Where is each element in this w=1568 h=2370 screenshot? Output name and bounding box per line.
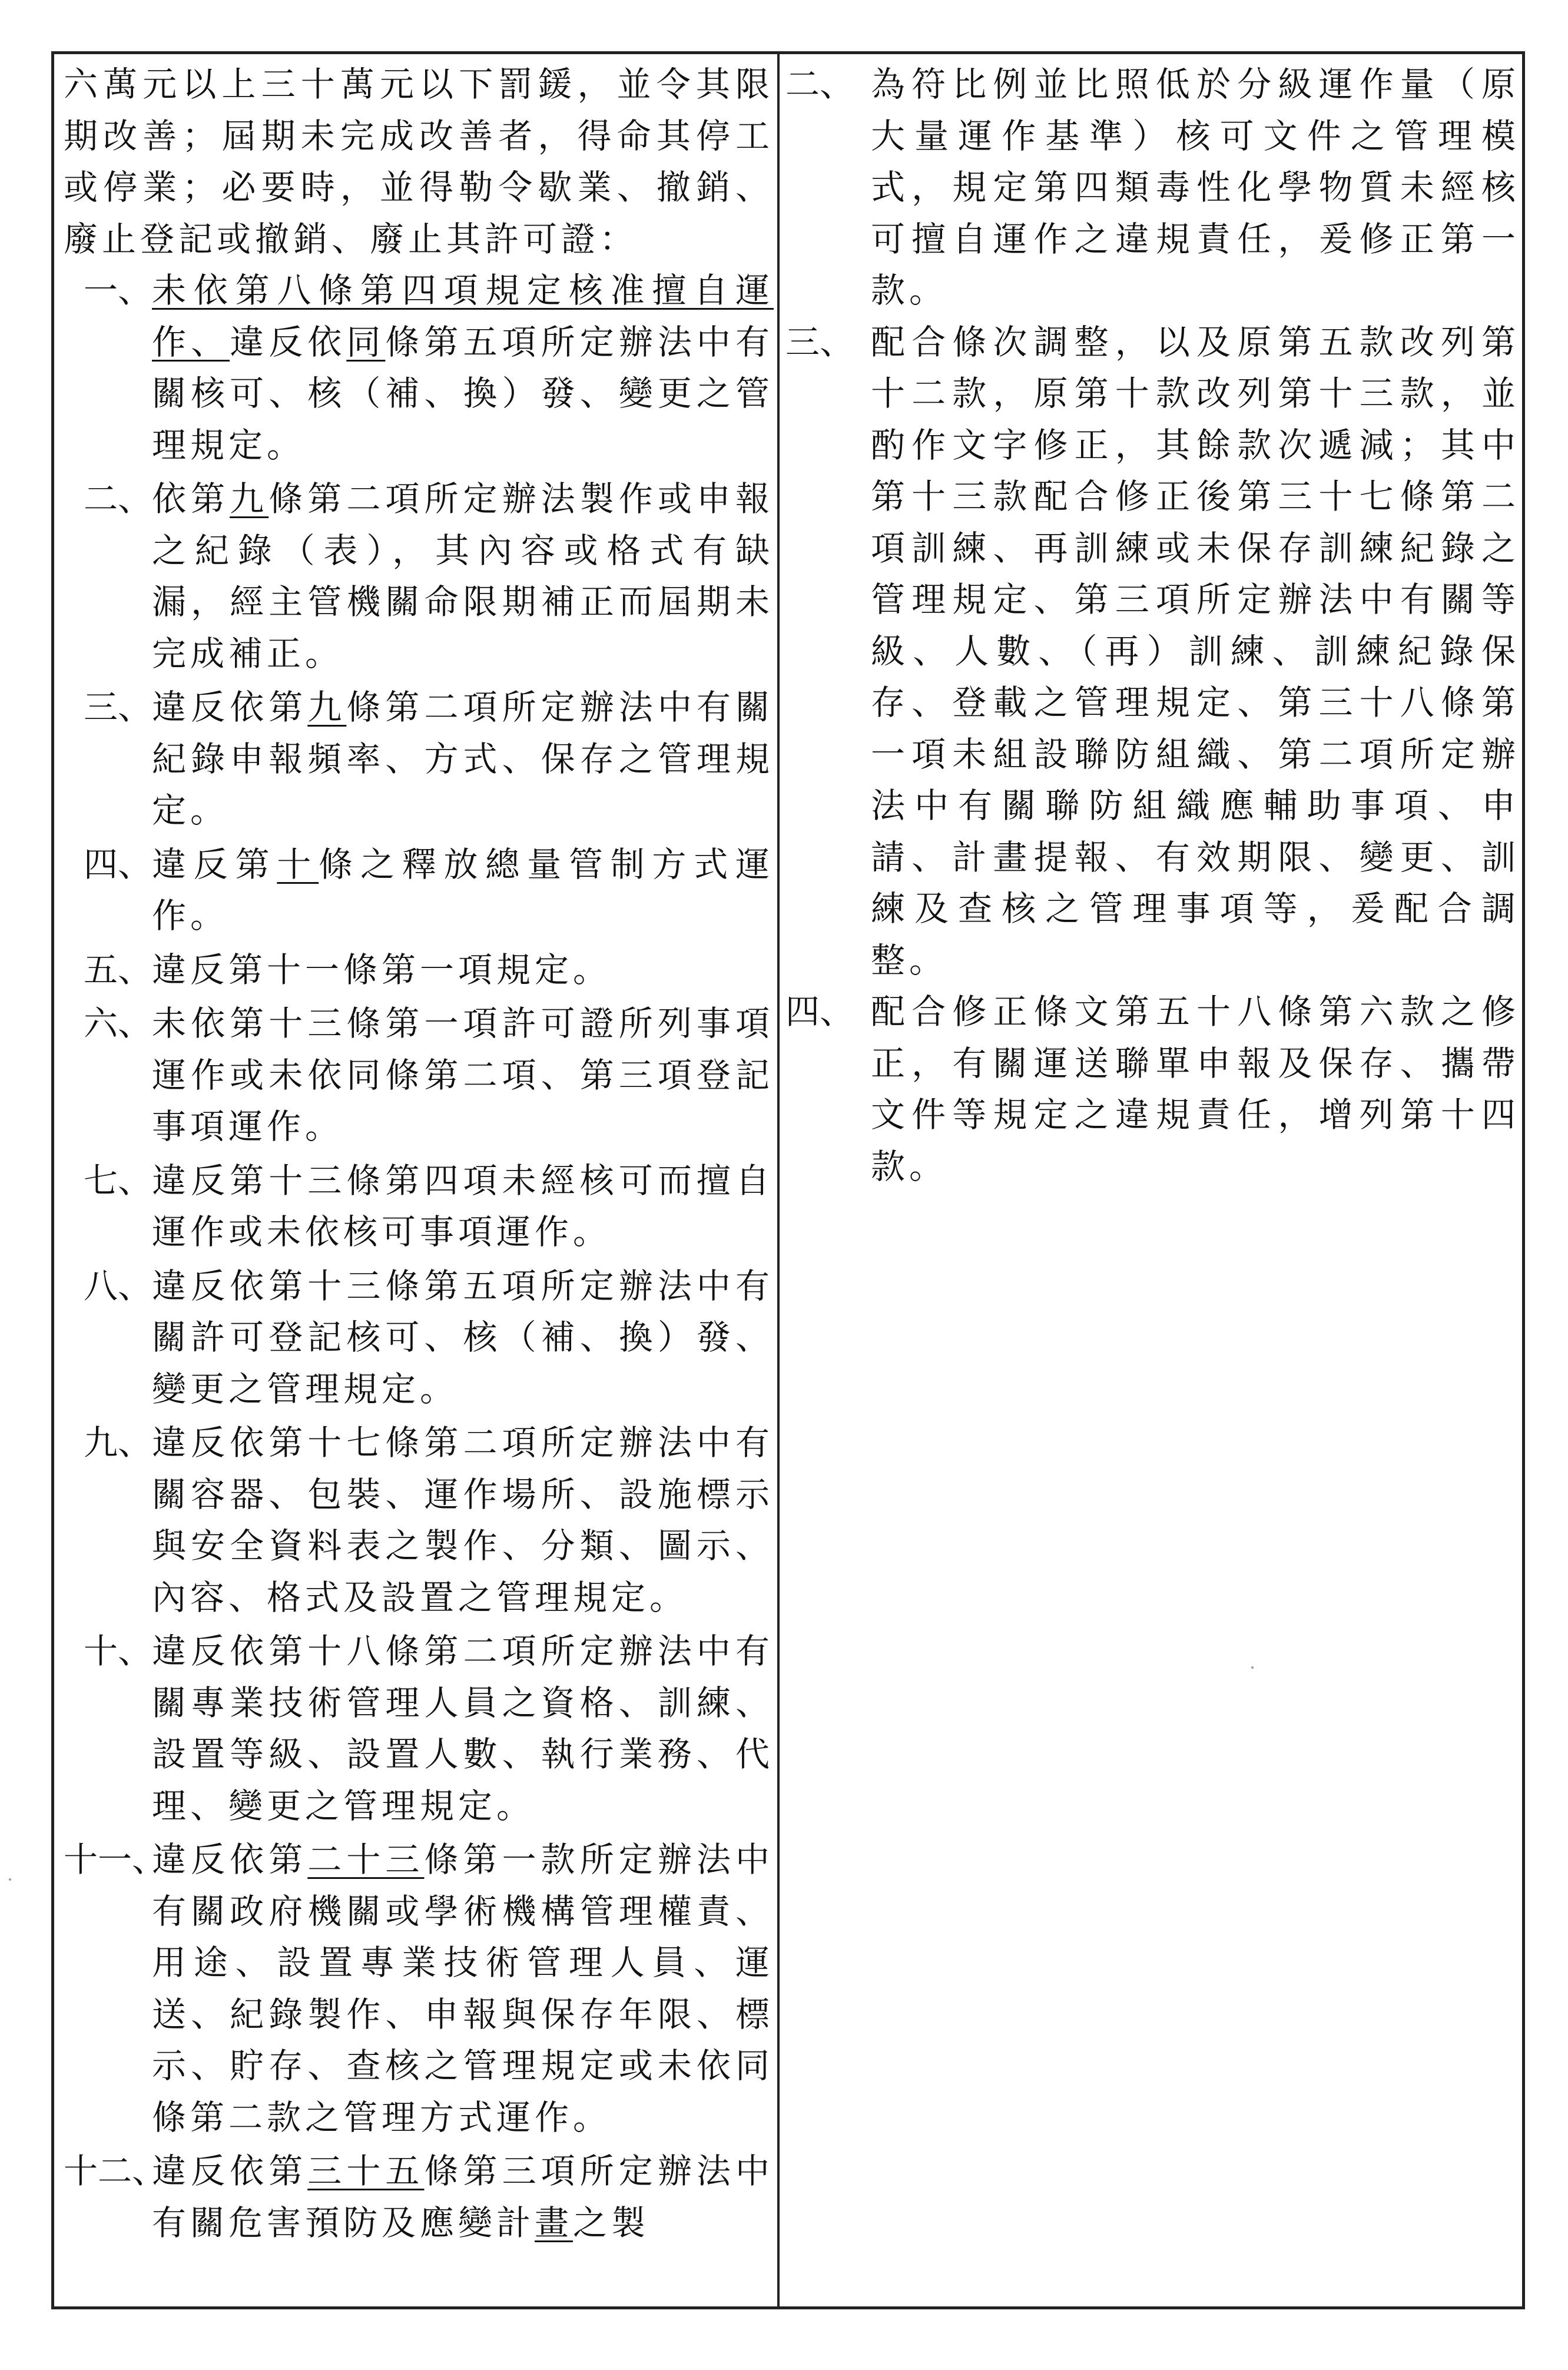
left-item-1 — [64, 265, 774, 471]
item-text: 未依第八條第四項規定核准擅自運作、違反依同條第五項所定辦法中有關核可、核（補、換）發、變更之管理規定。 — [152, 270, 774, 465]
scan-speck — [1251, 1666, 1254, 1669]
item-number: 四、 — [83, 844, 152, 884]
item-text: 違反依第十八條第二項所定辦法中有關專業技術管理人員之資格、訓練、設置等級、設置人數、執行業務、代理、變更之管理規定。 — [152, 1631, 774, 1826]
item-number: 十、 — [83, 1631, 152, 1671]
left-item-8 — [64, 1261, 774, 1416]
item-number: 十一、 — [64, 1839, 167, 1880]
item-number: 十二、 — [64, 2151, 167, 2191]
item-number: 三、 — [785, 321, 854, 362]
left-item-6 — [64, 998, 774, 1153]
item-number: 四、 — [785, 992, 854, 1032]
comparison-table — [51, 51, 1525, 2309]
left-item-9 — [64, 1417, 774, 1623]
item-text: 違反依第三十五條第三項所定辦法中有關危害預防及應變計畫之製 — [152, 2151, 774, 2243]
item-text: 違反第十條之釋放總量管制方式運作。 — [152, 844, 774, 936]
item-number: 七、 — [83, 1160, 152, 1201]
item-number: 二、 — [785, 64, 854, 104]
left-item-2 — [64, 473, 774, 679]
item-number: 三、 — [83, 687, 152, 727]
left-item-7 — [64, 1155, 774, 1258]
item-text: 為符比例並比照低於分級運作量（原大量運作基準）核可文件之管理模式，規定第四類毒性化學物質未經核可擅自運作之違規責任，爰修正第一款。 — [871, 64, 1520, 310]
right-item-4 — [785, 986, 1520, 1192]
left-item-10 — [64, 1626, 774, 1832]
scan-speck — [9, 1878, 11, 1881]
item-text: 違反依第九條第二項所定辦法中有關紀錄申報頻率、方式、保存之管理規定。 — [152, 687, 774, 830]
item-text: 違反依第十三條第五項所定辦法中有關許可登記核可、核（補、換）發、變更之管理規定。 — [152, 1265, 774, 1409]
right-item-2 — [785, 59, 1520, 317]
item-number: 六、 — [83, 1003, 152, 1043]
right-item-3 — [785, 317, 1520, 987]
left-item-4 — [64, 839, 774, 942]
item-number: 二、 — [83, 479, 152, 519]
item-number: 五、 — [83, 949, 152, 990]
item-text: 違反依第二十三條第一款所定辦法中有關政府機關或學術機構管理權責、用途、設置專業技術管理人員、運送、紀錄製作、申報與保存年限、標示、貯存、查核之管理規定或未依同條第二款之管理方式運作。 — [152, 1839, 774, 2137]
item-text: 配合修正條文第五十八條第六款之修正，有關運送聯單申報及保存、攜帶文件等規定之違規責任，增列第十四款。 — [871, 992, 1520, 1186]
left-item-5 — [64, 944, 774, 996]
item-text: 配合條次調整，以及原第五款改列第十二款，原第十款改列第十三款，並酌作文字修正，其餘款次遞減；其中第十三款配合修正後第三十七條第二項訓練、再訓練或未保存訓練紀錄之管理規定、第三項所定辦法中有關等級、人數、（再）訓練、訓練紀錄保存、登載之管理規定、第三十八條第一項未組設聯防組織、第二項所定辦法中有關聯防組織應輔助事項、申請、計畫提報、有效期限、變更、訓練及查核之管理事項等，爰配合調整。 — [871, 321, 1520, 980]
left-column-current-text — [54, 54, 780, 2306]
item-text: 違反第十三條第四項未經核可而擅自運作或未依核可事項運作。 — [152, 1160, 774, 1252]
right-column-explanation — [780, 54, 1522, 2306]
left-item-3 — [64, 682, 774, 837]
item-text: 違反依第十七條第二項所定辦法中有關容器、包裝、運作場所、設施標示與安全資料表之製作、分類、圖示、內容、格式及設置之管理規定。 — [152, 1423, 774, 1617]
item-number: 八、 — [83, 1265, 152, 1306]
item-number: 一、 — [83, 270, 152, 310]
item-text: 違反第十一條第一項規定。 — [152, 949, 612, 990]
left-item-12 — [64, 2146, 774, 2249]
item-text: 依第九條第二項所定辦法製作或申報之紀錄（表），其內容或格式有缺漏，經主管機關命限期補正而屆期未完成補正。 — [152, 479, 774, 674]
item-number: 九、 — [83, 1423, 152, 1463]
penalty-intro: 六萬元以上三十萬元以下罰鍰，並令其限期改善；屆期未完成改善者，得命其停工或停業；必要時，並得勒令歇業、撤銷、廢止登記或撤銷、廢止其許可證： — [64, 64, 774, 259]
left-item-11 — [64, 1834, 774, 2143]
item-text: 未依第十三條第一項許可證所列事項運作或未依同條第二項、第三項登記事項運作。 — [152, 1003, 774, 1146]
